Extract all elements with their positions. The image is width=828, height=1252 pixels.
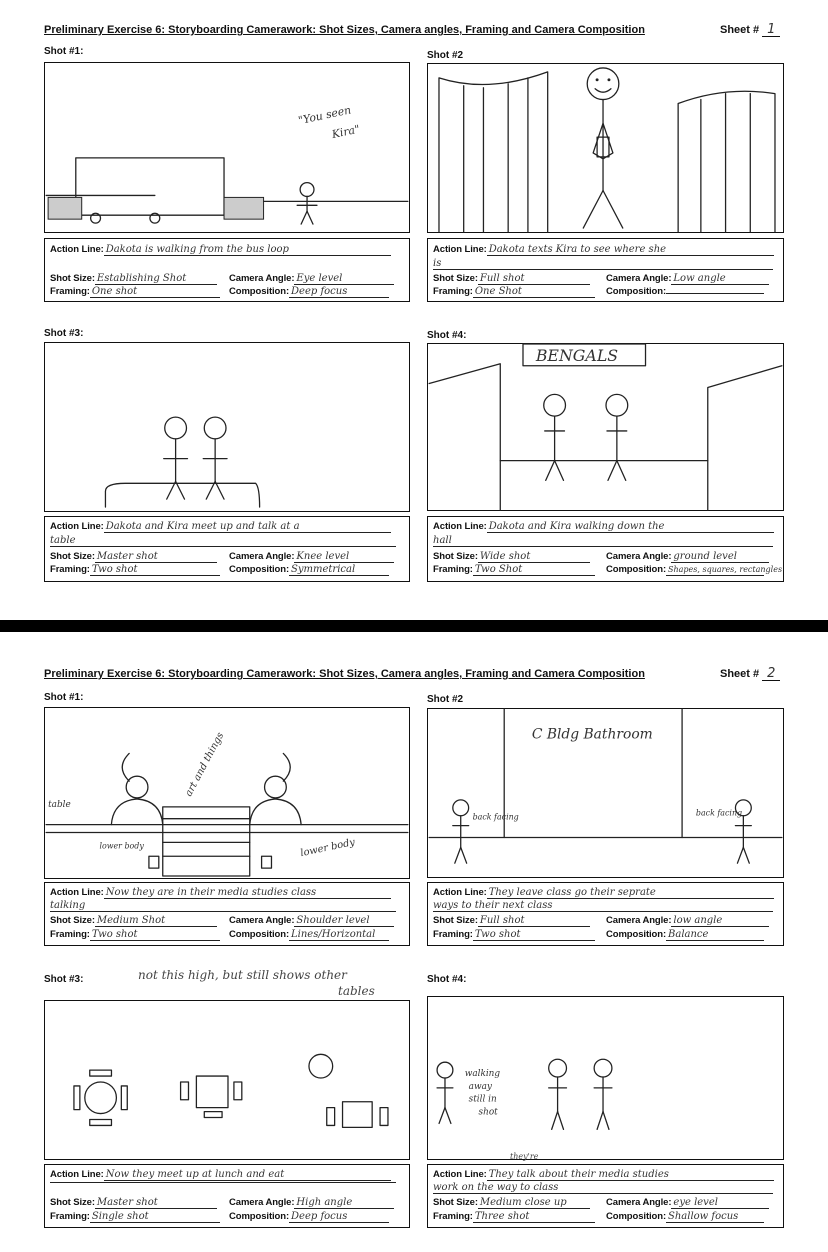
- shot-1-fields: [44, 238, 410, 302]
- composition-value: Deep focus: [289, 286, 389, 298]
- shot-3-sketch: [45, 1001, 409, 1159]
- bush-sketch: [224, 197, 264, 219]
- framing-value: Two shot: [90, 564, 220, 576]
- person-head: [300, 183, 314, 197]
- shot-size-label: Shot Size:: [50, 1197, 95, 1208]
- framing-label: Framing:: [50, 564, 90, 575]
- shot-3-sketch: [45, 343, 409, 511]
- shot-3-note: tables: [338, 984, 375, 998]
- action-line-value: Dakota is walking from the bus loop: [104, 244, 391, 256]
- shot-3-sketch-frame: [44, 342, 410, 512]
- framing-label: Framing:: [433, 286, 473, 297]
- sheet-title: Preliminary Exercise 6: Storyboarding Camerawork: Shot Sizes, Camera angles, Framing and Camera Composition: [44, 668, 645, 680]
- shot-size-label: Shot Size:: [433, 551, 478, 562]
- composition-label: Composition:: [229, 564, 290, 575]
- shot-size-value: Wide shot: [478, 551, 590, 563]
- composition-label: Composition:: [229, 1211, 290, 1222]
- composition-label: Composition:: [606, 564, 667, 575]
- framing-label: Framing:: [433, 1211, 473, 1222]
- composition-value: Deep focus: [289, 1211, 389, 1223]
- composition-value: Shapes, squares, rectangles: [668, 565, 783, 574]
- camera-angle-value: Knee level: [294, 551, 394, 563]
- sheet-title: Preliminary Exercise 6: Storyboarding Camerawork: Shot Sizes, Camera angles, Framing and Camera Composition: [44, 24, 645, 36]
- table-top: [309, 1054, 333, 1078]
- shot-3-label: Shot #3:: [44, 328, 84, 339]
- person-head: [204, 417, 226, 439]
- curtain-left: [439, 72, 548, 232]
- sheet-number-value: 2: [762, 668, 780, 681]
- shot-size-value: Master shot: [95, 1197, 217, 1209]
- shot-4-sketch-frame: [427, 996, 784, 1160]
- camera-angle-label: Camera Angle:: [229, 1197, 295, 1208]
- sketch-note: walking: [464, 1069, 501, 1080]
- shot-2-fields: [427, 882, 784, 946]
- shot-size-value: Master shot: [95, 551, 217, 563]
- shot-3-label: Shot #3:: [44, 974, 84, 985]
- camera-angle-label: Camera Angle:: [229, 915, 295, 926]
- action-line-value: Now they meet up at lunch and eat: [104, 1169, 391, 1181]
- sheet-number-value: 1: [762, 24, 780, 37]
- framing-label: Framing:: [433, 929, 473, 940]
- shot-4-note: they're: [510, 1152, 539, 1161]
- camera-angle-value: Eye level: [294, 273, 394, 285]
- shot-size-value: Medium Shot: [95, 915, 217, 927]
- table-top: [85, 1082, 117, 1114]
- shot-4-label: Shot #4:: [427, 330, 467, 341]
- shot-2-sketch: [428, 709, 783, 877]
- shot-1-sketch: [45, 63, 409, 232]
- action-line-continued: hall: [433, 535, 773, 547]
- sheet-number-label: Sheet #: [720, 24, 760, 36]
- person-head: [453, 800, 469, 816]
- composition-label: Composition:: [606, 929, 667, 940]
- framing-label: Framing:: [50, 929, 90, 940]
- camera-angle-label: Camera Angle:: [606, 551, 672, 562]
- framing-value: Two shot: [473, 929, 595, 941]
- composition-value: Balance: [666, 929, 764, 941]
- camera-angle-label: Camera Angle:: [606, 273, 672, 284]
- student-head: [126, 776, 148, 798]
- framing-value: Two shot: [90, 929, 220, 941]
- action-line-continued: table: [50, 535, 396, 547]
- shot-4-sketch: [428, 344, 783, 510]
- camera-angle-label: Camera Angle:: [606, 915, 672, 926]
- action-line-label: Action Line:: [433, 1169, 487, 1180]
- shot-size-label: Shot Size:: [50, 551, 95, 562]
- person-head: [594, 1059, 612, 1077]
- sheet-number: [720, 24, 780, 37]
- table-top: [196, 1076, 228, 1108]
- banner-text: BENGALS: [535, 345, 619, 365]
- shot-2-label: Shot #2: [427, 50, 464, 61]
- sketch-note: away: [468, 1081, 492, 1092]
- composition-value: Lines/Horizontal: [289, 929, 389, 941]
- composition-label: Composition:: [606, 286, 667, 297]
- camera-angle-value: Low angle: [671, 273, 769, 285]
- shot-3-fields: [44, 1164, 410, 1228]
- shot-1-label: Shot #1:: [44, 46, 84, 57]
- shot-2-fields: [427, 238, 784, 302]
- shot-size-value: Full shot: [478, 915, 590, 927]
- shot-2-sketch: [428, 64, 783, 232]
- table-top: [343, 1102, 373, 1128]
- framing-label: Framing:: [50, 1211, 90, 1222]
- composition-value: Symmetrical: [289, 564, 389, 576]
- camera-angle-value: ground level: [671, 551, 769, 563]
- composition-label: Composition:: [606, 1211, 667, 1222]
- framing-label: Framing:: [433, 564, 473, 575]
- sheet-number: [720, 668, 780, 681]
- shot-size-value: Medium close up: [478, 1197, 590, 1209]
- action-line-continued: ways to their next class: [433, 900, 773, 912]
- composition-value: Shallow focus: [666, 1211, 764, 1223]
- desk-sketch: [163, 807, 250, 876]
- shot-1-sketch: [45, 708, 409, 878]
- action-line-label: Action Line:: [50, 887, 104, 898]
- shot-4-label: Shot #4:: [427, 974, 467, 985]
- sketch-note: art and things: [183, 730, 227, 799]
- action-line-label: Action Line:: [433, 521, 487, 532]
- person-head: [606, 394, 628, 416]
- composition-value: [666, 293, 764, 294]
- shot-1-sketch-frame: [44, 62, 410, 233]
- shot-3-note: not this high, but still shows other: [138, 968, 347, 982]
- shot-4-sketch: [428, 997, 783, 1159]
- speech-text: "You seen: [297, 103, 353, 128]
- action-line-label: Action Line:: [433, 244, 487, 255]
- framing-label: Framing:: [50, 286, 90, 297]
- shot-size-label: Shot Size:: [50, 273, 95, 284]
- bus-sketch: [76, 158, 224, 215]
- camera-angle-label: Camera Angle:: [229, 273, 295, 284]
- action-line-value: Now they are in their media studies class: [104, 887, 391, 899]
- storyboard-sheet-2: [0, 632, 828, 1252]
- action-line-value: They talk about their media studies: [487, 1169, 774, 1181]
- action-line-continued: [50, 1182, 396, 1183]
- sketch-note: still in: [468, 1094, 497, 1105]
- sheet-number-label: Sheet #: [720, 668, 760, 680]
- location-text: C Bldg Bathroom: [531, 726, 653, 743]
- shot-4-fields: [427, 1164, 784, 1228]
- action-line-value: Dakota texts Kira to see where she: [487, 244, 774, 256]
- camera-angle-value: High angle: [294, 1197, 394, 1209]
- shot-size-value: Establishing Shot: [95, 273, 217, 285]
- action-line-continued: work on the way to class: [433, 1182, 773, 1194]
- camera-angle-value: low angle: [671, 915, 769, 927]
- shot-3-fields: [44, 516, 410, 582]
- sketch-note: back facing: [695, 808, 743, 818]
- sketch-note: shot: [478, 1107, 498, 1118]
- shot-2-label: Shot #2: [427, 694, 464, 705]
- shot-4-fields: [427, 516, 784, 582]
- action-line-value: They leave class go their seprate: [487, 887, 774, 899]
- action-line-label: Action Line:: [50, 1169, 104, 1180]
- shot-size-label: Shot Size:: [433, 915, 478, 926]
- shot-2-sketch-frame: [427, 63, 784, 233]
- shot-size-label: Shot Size:: [50, 915, 95, 926]
- bush-sketch: [48, 197, 82, 219]
- sketch-note: lower body: [99, 841, 144, 851]
- shot-1-label: Shot #1:: [44, 692, 84, 703]
- shot-2-sketch-frame: [427, 708, 784, 878]
- framing-value: Three shot: [473, 1211, 595, 1223]
- shot-size-label: Shot Size:: [433, 1197, 478, 1208]
- shot-size-label: Shot Size:: [433, 273, 478, 284]
- shot-1-fields: [44, 882, 410, 946]
- shot-4-sketch-frame: [427, 343, 784, 511]
- action-line-continued: talking: [50, 900, 396, 912]
- action-line-value: Dakota and Kira walking down the: [487, 521, 774, 533]
- framing-value: Two Shot: [473, 564, 595, 576]
- sketch-note: table: [48, 799, 71, 810]
- shot-1-sketch-frame: [44, 707, 410, 879]
- person-head: [587, 68, 619, 100]
- action-line-value: Dakota and Kira meet up and talk at a: [104, 521, 391, 533]
- shot-3-sketch-frame: [44, 1000, 410, 1160]
- person-head: [165, 417, 187, 439]
- action-line-label: Action Line:: [433, 887, 487, 898]
- sketch-note: lower body: [299, 836, 356, 860]
- student-head: [265, 776, 287, 798]
- speech-text: Kira": [330, 122, 362, 142]
- sketch-note: back facing: [472, 812, 519, 822]
- camera-angle-value: Shoulder level: [294, 915, 394, 927]
- camera-angle-label: Camera Angle:: [229, 551, 295, 562]
- curtain-right: [678, 91, 775, 232]
- framing-value: One Shot: [473, 286, 595, 298]
- action-line-continued: is: [433, 258, 773, 270]
- composition-label: Composition:: [229, 929, 290, 940]
- person-head: [437, 1062, 453, 1078]
- framing-value: One shot: [90, 286, 220, 298]
- action-line-label: Action Line:: [50, 521, 104, 532]
- framing-value: Single shot: [90, 1211, 220, 1223]
- camera-angle-value: eye level: [671, 1197, 769, 1209]
- shot-size-value: Full shot: [478, 273, 590, 285]
- person-head: [549, 1059, 567, 1077]
- person-head: [544, 394, 566, 416]
- action-line-label: Action Line:: [50, 244, 104, 255]
- composition-label: Composition:: [229, 286, 290, 297]
- storyboard-sheet-1: [0, 0, 828, 620]
- wall-right: [708, 366, 782, 510]
- wall-left: [429, 364, 500, 510]
- camera-angle-label: Camera Angle:: [606, 1197, 672, 1208]
